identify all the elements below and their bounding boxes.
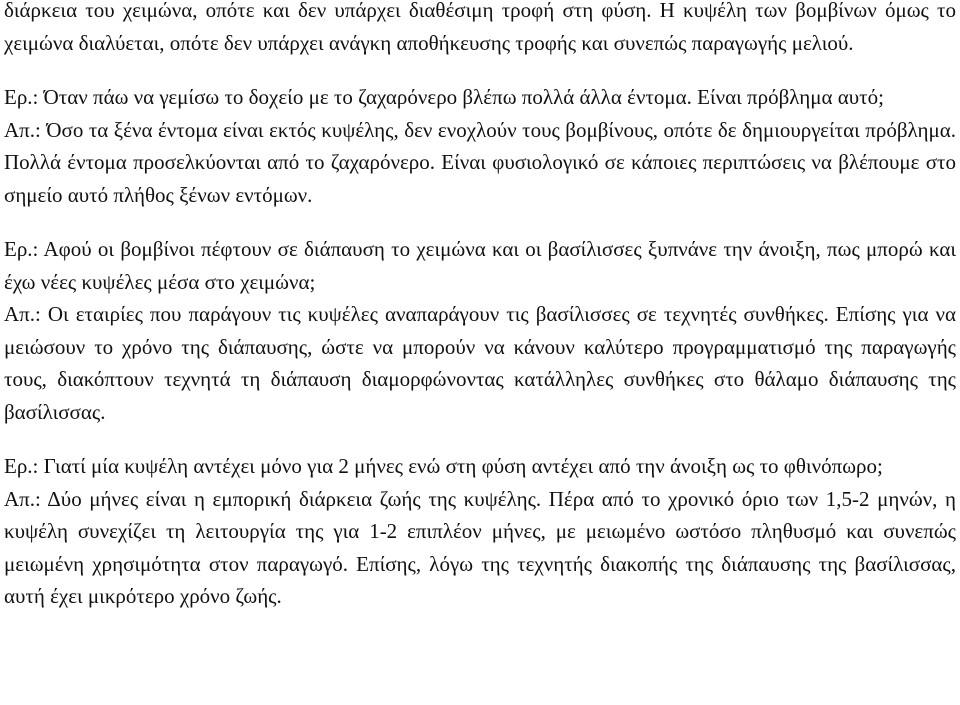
answer-1: Απ.: Όσο τα ξένα έντομα είναι εκτός κυψέλης, δεν ενοχλούν τους βομβίνους, οπότε δε δημιουργείται πρόβλημα. Πολλά έντομα προσελκύονται από το ζαχαρόνερο. Είναι φυσιολογικό σε κάποιες περιπτώσεις να βλέπουμε στο σημείο αυτό πλήθος ξένων εντόμων. xyxy=(4,117,956,207)
question-3: Ερ.: Γιατί μία κυψέλη αντέχει μόνο για 2 μήνες ενώ στη φύση αντέχει από την άνοιξη ως το φθινόπωρο; xyxy=(4,454,883,478)
question-1: Ερ.: Όταν πάω να γεμίσω το δοχείο με το ζαχαρόνερο βλέπω πολλά άλλα έντομα. Είναι πρόβλημα αυτό; xyxy=(4,85,884,109)
answer-3: Απ.: Δύο μήνες είναι η εμπορική διάρκεια ζωής της κυψέλης. Πέρα από το χρονικό όριο των 1,5-2 μηνών, η κυψέλη συνεχίζει τη λειτουργία της για 1-2 επιπλέον μήνες, με μειωμένο ωστόσο πληθυσμό και συνεπώς μειωμένη χρησιμότητα στον παραγωγό. Επίσης, λόγω της τεχνητής διακοπής της διάπαυσης της βασίλισσας, αυτή έχει μικρότερο χρόνο ζωής. xyxy=(4,486,956,608)
paragraph-spacer xyxy=(4,211,956,233)
question-2: Ερ.: Αφού οι βομβίνοι πέφτουν σε διάπαυση το χειμώνα και οι βασίλισσες ξυπνάνε την άνοιξη, πως μπορώ και έχω νέες κυψέλες μέσα στο χειμώνα; xyxy=(4,237,956,294)
paragraph-intro: διάρκεια του χειμώνα, οπότε και δεν υπάρχει διαθέσιμη τροφή στη φύση. Η κυψέλη των βομβίνων όμως το χειμώνα διαλύεται, οπότε δεν υπάρχει ανάγκη αποθήκευσης τροφής και συνεπώς παραγωγής μελιού. xyxy=(4,0,956,55)
answer-2: Απ.: Οι εταιρίες που παράγουν τις κυψέλες αναπαράγουν τις βασίλισσες σε τεχνητές συνθήκες. Επίσης για να μειώσουν το χρόνο της διάπαυσης, ώστε να μπορούν να κάνουν καλύτερο προγραμματισμό της παραγωγής τους, διακόπτουν τεχνητά τη διάπαυση διαμορφώνοντας κατάλληλες συνθήκες στο θάλαμο διάπαυσης της βασίλισσας. xyxy=(4,302,956,424)
paragraph-spacer xyxy=(4,59,956,81)
paragraph-spacer xyxy=(4,428,956,450)
